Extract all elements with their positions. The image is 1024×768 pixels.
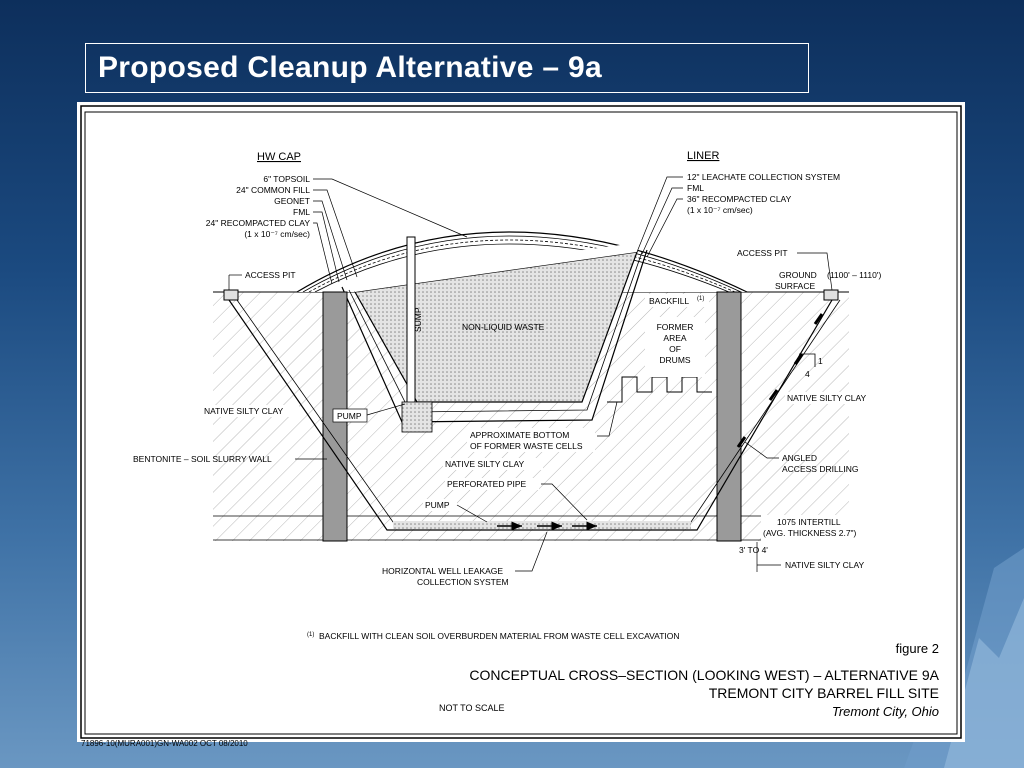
native-silty-clay-center-label: NATIVE SILTY CLAY bbox=[445, 459, 525, 469]
footer-logo-area bbox=[86, 690, 316, 726]
horizontal-well-label-1: HORIZONTAL WELL LEAKAGE bbox=[382, 566, 504, 576]
horizontal-well-label-2: COLLECTION SYSTEM bbox=[417, 577, 509, 587]
access-pit-right-label: ACCESS PIT bbox=[737, 248, 788, 258]
liner-layer-2: FML bbox=[687, 183, 704, 193]
slurry-wall-right bbox=[717, 292, 741, 541]
former-area-line-4: DRUMS bbox=[659, 355, 691, 365]
slope-top-label: 1 bbox=[818, 356, 823, 366]
intertill-label-1: 1075 INTERTILL bbox=[777, 517, 841, 527]
former-area-line-3: OF bbox=[669, 344, 681, 354]
former-area-line-1: FORMER bbox=[656, 322, 694, 332]
native-silty-clay-left-label: NATIVE SILTY CLAY bbox=[204, 406, 284, 416]
pump-lower-label: PUMP bbox=[425, 500, 450, 510]
liner-layer-3: 36" RECOMPACTED CLAY bbox=[687, 194, 792, 204]
approx-bottom-label-1: APPROXIMATE BOTTOM bbox=[470, 430, 570, 440]
footnote-text: BACKFILL WITH CLEAN SOIL OVERBURDEN MATERIAL FROM WASTE CELL EXCAVATION bbox=[319, 631, 680, 641]
title-block-line-1: CONCEPTUAL CROSS–SECTION (LOOKING WEST) – ALTERNATIVE 9A bbox=[469, 667, 939, 683]
ground-elevation-label: (1100' – 1110') bbox=[827, 270, 882, 280]
title-block-line-3: Tremont City, Ohio bbox=[831, 704, 939, 719]
liner-layer-1: 12" LEACHATE COLLECTION SYSTEM bbox=[687, 172, 841, 182]
access-pit-left bbox=[224, 290, 238, 300]
scale-note: NOT TO SCALE bbox=[439, 703, 505, 713]
sump-label: SUMP bbox=[413, 307, 423, 332]
liner-legend bbox=[687, 150, 840, 215]
non-liquid-waste-label: NON-LIQUID WASTE bbox=[462, 322, 545, 332]
perforated-pipe-label: PERFORATED PIPE bbox=[447, 479, 527, 489]
sump-base bbox=[402, 402, 432, 432]
angled-drilling-label-2: ACCESS DRILLING bbox=[782, 464, 859, 474]
approx-bottom-label-2: OF FORMER WASTE CELLS bbox=[470, 441, 583, 451]
former-area-line-2: AREA bbox=[663, 333, 687, 343]
liner-permeability: (1 x 10⁻⁷ cm/sec) bbox=[687, 205, 753, 215]
hw-cap-permeability: (1 x 10⁻⁷ cm/sec) bbox=[244, 229, 310, 239]
cross-section-diagram bbox=[77, 102, 965, 748]
hw-cap-layer-1: 6" TOPSOIL bbox=[263, 174, 310, 184]
hw-cap-layer-4: FML bbox=[293, 207, 310, 217]
hw-cap-heading: HW CAP bbox=[257, 151, 301, 163]
depth-label: 3' TO 4' bbox=[739, 545, 768, 555]
hw-cap-layer-2: 24" COMMON FILL bbox=[236, 185, 310, 195]
native-silty-clay-bottom-label: NATIVE SILTY CLAY bbox=[785, 560, 865, 570]
slope-bottom-label: 4 bbox=[805, 369, 810, 379]
native-silty-clay-right-label: NATIVE SILTY CLAY bbox=[787, 393, 867, 403]
liner-heading: LINER bbox=[687, 150, 720, 162]
hw-cap-layer-5: 24" RECOMPACTED CLAY bbox=[205, 218, 310, 228]
title-block-line-2: TREMONT CITY BARREL FILL SITE bbox=[708, 685, 939, 701]
perforated-pipe bbox=[393, 521, 691, 529]
access-pit-right bbox=[824, 290, 838, 300]
figure-panel bbox=[77, 102, 965, 748]
intertill-label-2: (AVG. THICKNESS 2.7") bbox=[763, 528, 857, 538]
ground-surface-label-1: GROUND bbox=[779, 270, 817, 280]
hw-cap-layer-3: GEONET bbox=[274, 196, 310, 206]
figure-number: figure 2 bbox=[895, 641, 939, 656]
bentonite-wall-label: BENTONITE – SOIL SLURRY WALL bbox=[133, 454, 272, 464]
hw-cap-legend bbox=[206, 151, 311, 239]
file-code: 71896-10(MURA001)GN-WA002 OCT 08/2010 bbox=[81, 739, 248, 748]
backfill-note-ref: (1) bbox=[697, 296, 705, 302]
backfill-label: BACKFILL bbox=[649, 296, 690, 306]
angled-drilling-label-1: ANGLED bbox=[782, 453, 817, 463]
ground-surface-label-2: SURFACE bbox=[775, 281, 816, 291]
slide-title: Proposed Cleanup Alternative – 9a bbox=[98, 51, 602, 84]
access-pit-left-label: ACCESS PIT bbox=[245, 270, 296, 280]
pump-upper-label: PUMP bbox=[337, 411, 362, 421]
title-box bbox=[85, 43, 809, 93]
footnote-ref: (1) bbox=[307, 632, 315, 638]
